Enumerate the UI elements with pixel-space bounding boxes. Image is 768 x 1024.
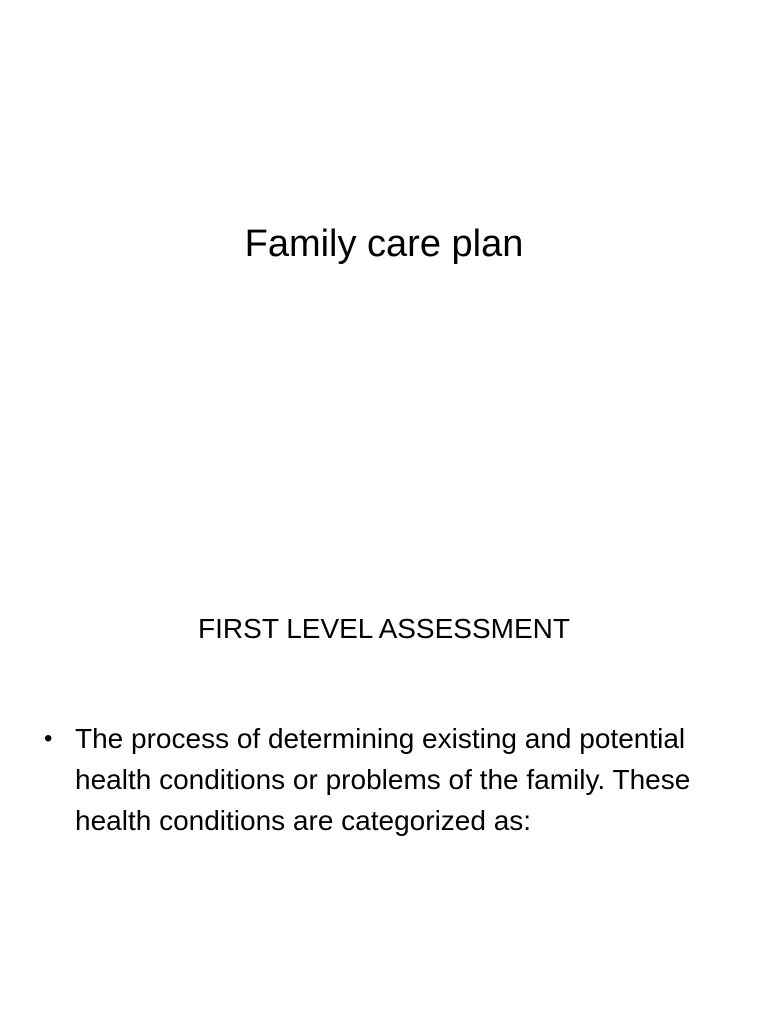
slide-title: Family care plan bbox=[244, 223, 524, 265]
slide-first-level-assessment bbox=[0, 512, 768, 1024]
bullet-item bbox=[42, 718, 732, 841]
bullet-icon: • bbox=[44, 725, 53, 752]
slide-title: FIRST LEVEL ASSESSMENT bbox=[198, 613, 570, 644]
bullet-text: The process of determining existing and potential health conditions or problems of the family. These health conditions are categorized as: bbox=[75, 723, 691, 836]
bullet-list bbox=[42, 718, 732, 841]
